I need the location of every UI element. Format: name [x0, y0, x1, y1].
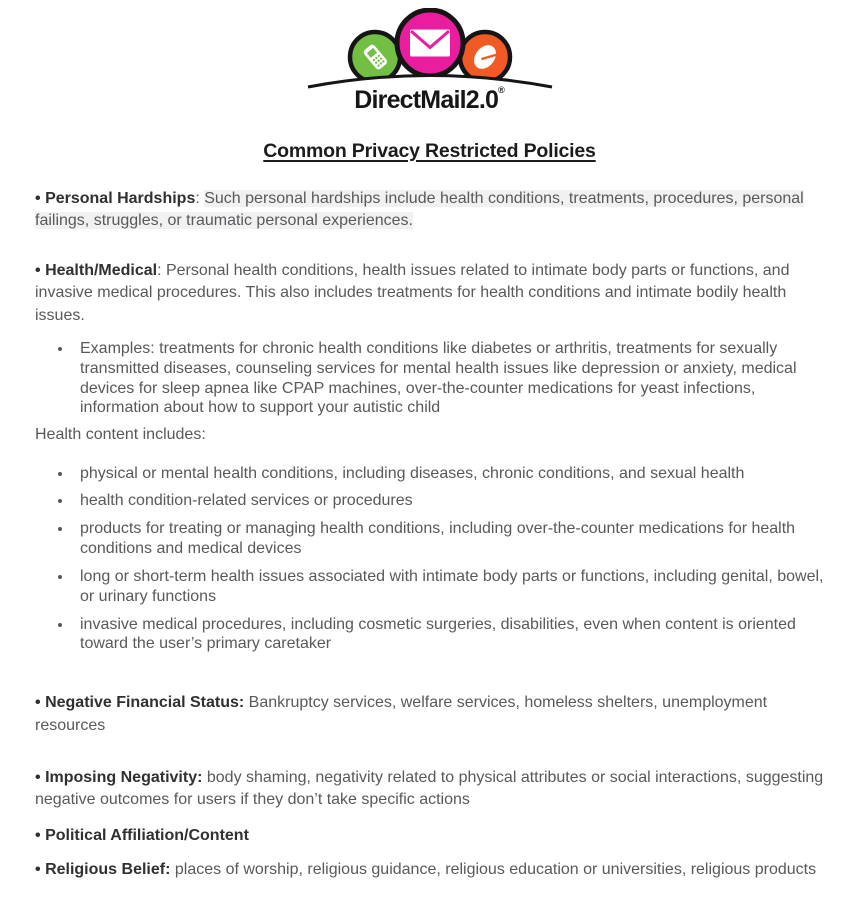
- bullet-marker: •: [35, 694, 41, 712]
- health-includes-intro: Health content includes:: [35, 426, 206, 444]
- logo-graphic: [304, 8, 556, 94]
- policy-label: Religious Belief:: [45, 861, 171, 879]
- policy-description: body shaming, negativity related to physical attributes or social interactions, suggesting negative outcomes for users if they don’t take specific actions: [35, 769, 824, 809]
- policy-label: Negative Financial Status:: [45, 694, 245, 712]
- examples-list: [35, 339, 826, 418]
- policy-personal-hardships: [35, 188, 826, 233]
- policy-political-affiliation: [35, 825, 826, 847]
- policy-label: Personal Hardships: [45, 190, 196, 207]
- bullet-marker: •: [35, 261, 41, 279]
- mouse-icon: [460, 32, 510, 82]
- list-item: • Examples: treatments for chronic health conditions like diabetes or arthritis, treatments for sexually transmitted diseases, counseling services for mental health issues like depression or anxiety, medical devices for sleep apnea like CPAP machines, over-the-counter medications for yeast infections, information about how to support your autistic child: [73, 339, 826, 418]
- policy-description: places of worship, religious guidance, religious education or universities, religious products: [170, 861, 817, 879]
- policy-separator: :: [195, 190, 205, 207]
- policy-label: Political Affiliation/Content: [45, 826, 249, 844]
- policy-description-highlighted: Such personal hardships include health conditions, treatments, procedures, personal failings, struggles, or traumatic personal experiences.: [35, 190, 804, 230]
- brand-name: DirectMail2.0: [354, 86, 499, 114]
- directmail-logo: [0, 0, 859, 113]
- policy-label: Imposing Negativity:: [45, 769, 203, 787]
- envelope-icon: [397, 10, 463, 76]
- health-includes-list: [35, 464, 826, 655]
- list-item: • long or short-term health issues associated with intimate body parts or functions, including genital, bowel, or urinary functions: [73, 567, 826, 607]
- policy-religious-belief: [35, 859, 826, 881]
- phone-icon: [350, 32, 400, 82]
- bullet-marker: •: [35, 190, 41, 207]
- list-item: • physical or mental health conditions, including diseases, chronic conditions, and sexual health: [73, 464, 826, 484]
- list-item: • products for treating or managing health conditions, including over-the-counter medications for health conditions and medical devices: [73, 519, 826, 559]
- policy-description: Personal health conditions, health issues related to intimate body parts or functions, and invasive medical procedures. This also includes treatments for health conditions and intimate bodily health issues.: [35, 261, 790, 324]
- policy-imposing-negativity: [35, 767, 826, 812]
- policy-list: [35, 188, 826, 882]
- policy-label: Health/Medical: [45, 261, 158, 279]
- page-title: Common Privacy Restricted Policies: [263, 140, 596, 162]
- policy-health-medical: [35, 260, 826, 327]
- list-item: • invasive medical procedures, including cosmetic surgeries, disabilities, even when content is oriented toward the user’s primary caretaker: [73, 615, 826, 655]
- bullet-marker: •: [35, 769, 41, 787]
- policy-description: Bankruptcy services, welfare services, homeless shelters, unemployment resources: [35, 694, 768, 734]
- list-item: • health condition-related services or procedures: [73, 491, 826, 511]
- policy-negative-financial-status: [35, 692, 826, 737]
- policy-separator: :: [157, 261, 166, 279]
- bullet-marker: •: [35, 861, 41, 879]
- bullet-marker: •: [35, 826, 41, 844]
- registered-trademark: ®: [498, 85, 505, 95]
